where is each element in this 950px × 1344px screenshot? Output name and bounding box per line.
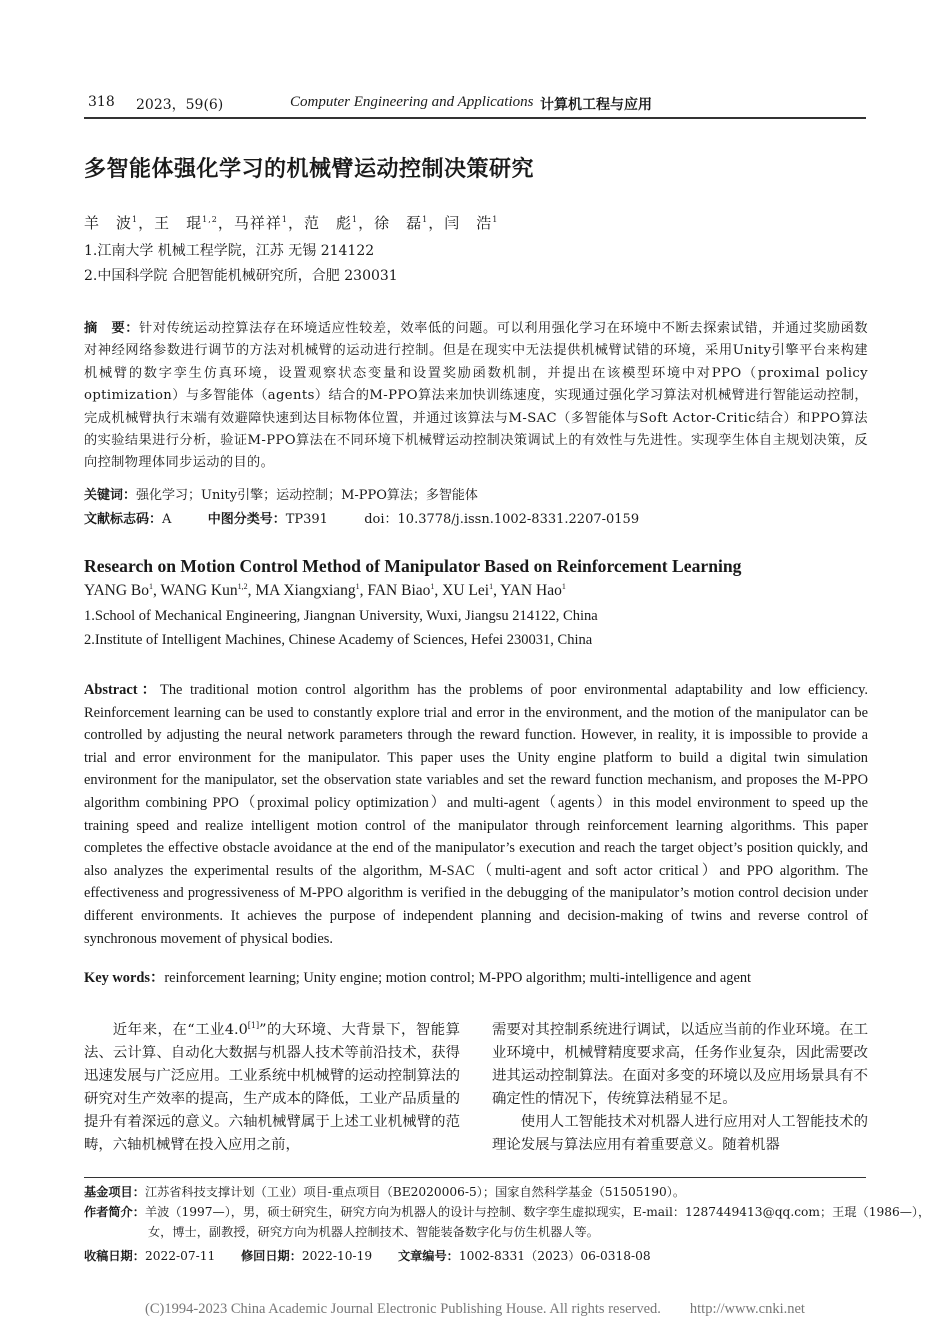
revised-date: 2022-10-19 (301, 1249, 373, 1263)
authors-cn: 羊 波$^1$，王 琨$^{1,2}$，马祥祥$^1$，范 彪$^1$，徐 磊$^1$，闫 浩$^1$ (84, 214, 499, 232)
author-en: WANG Kun (160, 582, 238, 599)
body-paragraph (84, 1019, 460, 1157)
author-sup: 1 (149, 581, 154, 591)
fund-text: 江苏省科技支撑计划（工业）项目-重点项目（BE2020006-5）；国家自然科学基金（51505190）。 (144, 1185, 686, 1199)
body-left-column (84, 1019, 460, 1157)
journal-name-cn: 计算机工程与应用 (540, 97, 652, 113)
keywords-cn (84, 484, 478, 503)
author-en: FAN Biao (367, 582, 431, 599)
author-sup: 1 (132, 215, 139, 224)
author-en: XU Lei (442, 582, 490, 599)
copyright-line: (C)1994-2023 China Academic Journal Electronic Publishing House. All rights reserved. http://www.cnki.net (145, 1301, 805, 1317)
abstract-en-label: Abstract： (84, 682, 161, 698)
author-en: YAN Hao (500, 582, 562, 599)
affiliation-cn-1: 1.江南大学 机械工程学院，江苏 无锡 214122 (84, 243, 375, 259)
author-sup: 1 (355, 581, 360, 591)
footnote-rule (84, 1177, 866, 1178)
doc-code-label: 文献标志码： (84, 512, 163, 527)
author-sup: 1 (430, 581, 435, 591)
affiliation-cn-2: 2.中国科学院 合肥智能机械研究所，合肥 230031 (84, 268, 398, 284)
abstract-en-text: The traditional motion control algorithm has the problems of poor environmental adaptability and low efficiency. Reinforcement learning can be used to constantly explore trial and error in the environment, and the motion of the manipulator can be controlled by adjusting the neural network parameters through the reward function. However, in reality, it is impossible to provide a trial and error environment for the manipulator. This paper uses the Unity engine platform to build a digital twin simulation environment for the manipulator, set the observation state variables and set the reward function mechanism, and proposes the M-PPO algorithm combining PPO（proximal policy optimization）and multi-agent（agents）in this model environment to speed up the training speed and realize intelligent motion control of the manipulator through reinforcement learning algorithms. This paper completes the effective obstacle avoidance at the end of the manipulator’s execution and reach the target object’s position quickly, and also analyzes the experimental results of the algorithm, M-SAC（multi-agent and soft actor critical）and PPO algorithm. The effectiveness and progressiveness of M-PPO algorithm is verified in the debugging of the manipulator’s motion control decision under different environments. It achieves the purpose of independent planning and decision-making of twins and reverse control of synchronous movement of physical bodies. (84, 682, 868, 947)
doi: doi：10.3778/j.issn.1002-8331.2207-0159 (364, 512, 640, 527)
keywords-en-label: Key words： (84, 970, 165, 986)
abstract-en (84, 679, 868, 950)
keywords-cn-text: 强化学习；Unity引擎；运动控制；M-PPO算法；多智能体 (136, 488, 478, 503)
received-label: 收稿日期： (84, 1249, 145, 1263)
body-paragraph: 使用人工智能技术对机器人进行应用对人工智能技术的理论发展与算法应用有着重要意义。随着机器 (492, 1114, 868, 1153)
running-header (84, 94, 866, 116)
article-number-label: 文章编号： (397, 1249, 459, 1263)
author-bio-text: 羊波（1997—），男，硕士研究生，研究方向为机器人的设计与控制、数字孪生虚拟现实，E-mail：1287449413@qq.com；王琨（1986—），女，博士，副教授，研究方向为机器人控制技术、智能装备数字化与仿生机器人等。 (144, 1205, 931, 1239)
body-text: 近年来，在“工业4.0 (112, 1022, 248, 1038)
keywords-cn-label: 关键词： (84, 488, 137, 503)
author-sup: 1 (422, 215, 429, 224)
clc-number: TP391 (285, 512, 328, 527)
author-cn: 马祥祥 (233, 214, 282, 232)
author-cn: 范 彪 (304, 214, 353, 232)
author-bio-footnote (84, 1202, 932, 1242)
author-sup: 1 (281, 215, 288, 224)
authors-en: YANG Bo$^1$, WANG Kun$^{1,2}$, MA Xiangxiang$^1$, FAN Biao$^1$, XU Lei$^1$, YAN Hao$^1$ (84, 581, 566, 599)
abstract-cn (84, 318, 868, 475)
received-date: 2022-07-11 (144, 1249, 216, 1263)
fund-footnote (84, 1182, 868, 1202)
citation-ref[interactable]: [1] (247, 1021, 260, 1031)
author-en: YANG Bo (84, 582, 150, 599)
affiliation-en-1: 1.School of Mechanical Engineering, Jiangnan University, Wuxi, Jiangsu 214122, China (84, 608, 598, 624)
body-paragraph: 需要对其控制系统进行调试，以适应当前的作业环境。在工业环境中，机械臂精度要求高，任务作业复杂，因此需要改进其运动控制算法。在面对多变的环境以及应用场景具有不确定性的情况下，传统算法稍显不足。 (492, 1022, 868, 1107)
author-sup: 1 (492, 215, 499, 224)
header-rule (84, 117, 866, 119)
author-cn: 闫 浩 (444, 214, 493, 232)
paper-title-cn: 多智能体强化学习的机械臂运动控制决策研究 (84, 157, 535, 182)
author-sup: 1 (489, 581, 494, 591)
page-number: 318 (88, 94, 115, 110)
author-sup: 1 (561, 581, 566, 591)
author-sup: 1 (352, 215, 359, 224)
author-sup: 1,2 (237, 581, 248, 591)
issue-info: 2023，59(6) (136, 97, 224, 113)
clc-label: 中图分类号： (207, 512, 286, 527)
author-sup: 1,2 (202, 215, 218, 224)
revised-label: 修回日期： (240, 1249, 302, 1263)
abstract-cn-label: 摘 要： (84, 321, 140, 336)
author-cn: 徐 磊 (374, 214, 423, 232)
dates-footnote (84, 1246, 868, 1266)
body-right-column (492, 1019, 868, 1157)
keywords-en (84, 966, 868, 987)
doc-code: A (162, 512, 172, 527)
author-cn: 王 琨 (154, 214, 203, 232)
keywords-en-text: reinforcement learning; Unity engine; motion control; M-PPO algorithm; multi-intelligence and agent (164, 970, 752, 986)
abstract-cn-text: 针对传统运动控算法存在环境适应性较差，效率低的问题。可以利用强化学习在环境中不断去探索试错，并通过奖励函数对神经网络参数进行调节的方法对机械臂的运动进行控制。但是在现实中无法提供机械臂试错的环境，采用Unity引擎平台来构建机械臂的数字孪生仿真环境，设置观察状态变量和设置奖励函数机制，并提出在该模型环境中对PPO（proximal policy optimization）与多智能体（agents）结合的M-PPO算法来加快训练速度，实现通过强化学习算法对机械臂进行智能运动控制，完成机械臂执行末端有效避障快速到达目标物体位置，并通过该算法与M-SAC（多智能体与Soft Actor-Critic结合）和PPO算法的实验结果进行分析，验证M-PPO算法在不同环境下机械臂运动控制决策调试上的有效性与先进性。实现孪生体自主规划决策，反向控制物理体同步运动的目的。 (84, 321, 868, 471)
author-bio-label: 作者简介： (84, 1205, 145, 1219)
paper-title-en: Research on Motion Control Method of Manipulator Based on Reinforcement Learning (84, 556, 742, 576)
author-en: MA Xiangxiang (255, 582, 356, 599)
fund-label: 基金项目： (84, 1185, 145, 1199)
document-info (84, 508, 639, 527)
affiliation-en-2: 2.Institute of Intelligent Machines, Chinese Academy of Sciences, Hefei 230031, China (84, 632, 593, 648)
body-text: ”的大环境、大背景下，智能算法、云计算、自动化大数据与机器人技术等前沿技术，获得迅速发展与广泛应用。工业系统中机械臂的运动控制算法的研究对生产效率的提高，生产成本的降低，工业产品质量的提升有着深远的意义。六轴机械臂属于上述工业机械臂的范畴，六轴机械臂在投入应用之前， (84, 1022, 461, 1153)
author-cn: 羊 波 (84, 214, 133, 232)
journal-name-en: Computer Engineering and Applications (290, 94, 534, 110)
article-number: 1002-8331（2023）06-0318-08 (458, 1249, 651, 1263)
